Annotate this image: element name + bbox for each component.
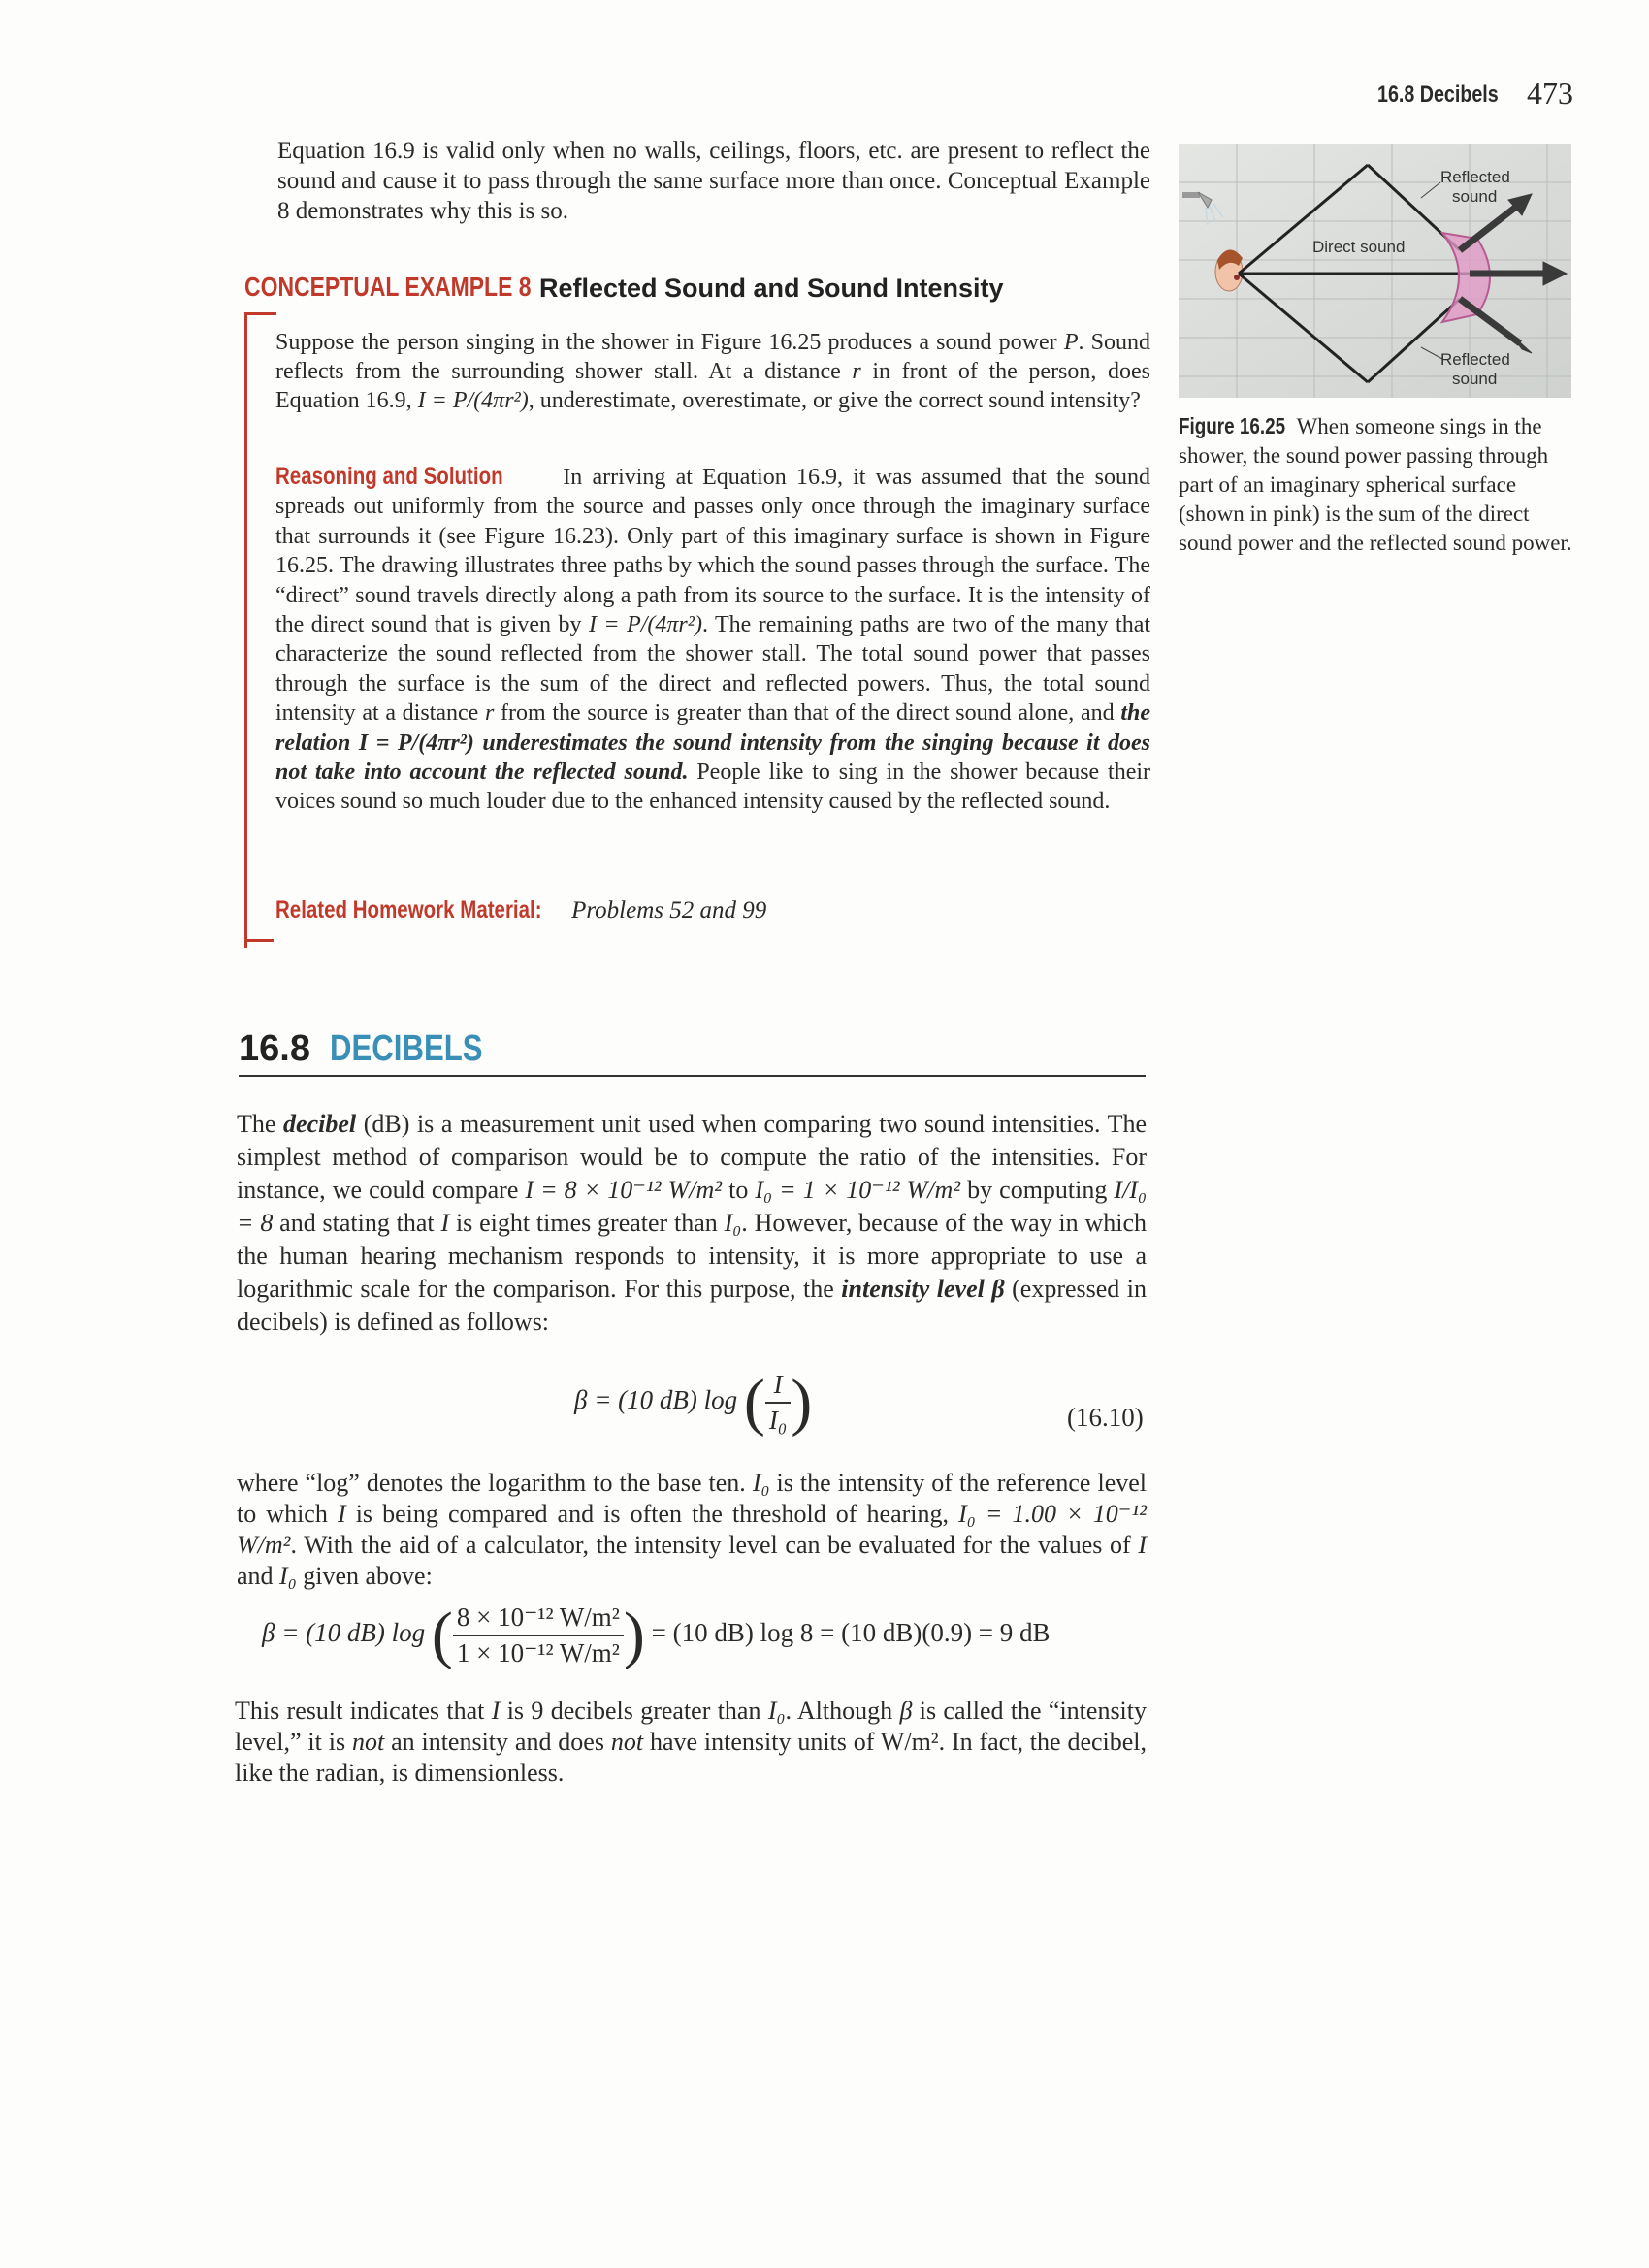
related-homework [275,896,1148,924]
shower-diagram [1179,144,1571,398]
running-head [1377,72,1581,120]
section-number: 16.8 [239,1028,310,1069]
decibel-paragraph-3: This result indicates that I is 9 decibels greater than I₀. Although β is called the “intensity level,” it is not an intensity and does not have intensity units of W/m². In fact, the decibel, like the radian, is dimensionless. [235,1697,1148,1787]
decibel-paragraph-1: The decibel (dB) is a measurement unit used when comparing two sound intensities. The simplest method of comparison would be to compute the ratio of the intensities. For instance, we could compare I = 8 × 10⁻¹² W/m² to I₀ = 1 × 10⁻¹² W/m² by computing I/I₀ = 8 and stating that I is eight times greater than I₀. However, because of the way in which the human hearing mechanism responds to intensity, it is more appropriate to use a logarithmic scale for the comparison. For this purpose, the intensity level β (expressed in decibels) is defined as follows: [237,1110,1148,1336]
example-bracket [244,312,276,948]
equation-calculation: β = (10 dB) log ( $\frac{\text{8 × 10⁻¹² W/m²}}{\text{1 × 10⁻¹² W/m²}}$ ) = (10 dB) log 8 = (10 dB)(0.9) = 9 dB [262,1600,1051,1670]
term-intensity-level: intensity level β [841,1275,1005,1303]
equation-inline: I = P/(4πr²) [417,388,529,413]
reasoning-heading: Reasoning and Solution [275,463,503,490]
homework-label: Related Homework Material: [275,896,542,923]
intro-paragraph [277,136,1150,226]
example-question: Suppose the person singing in the shower in Figure 16.25 produces a sound power P. Sound reflects from the surrounding shower stall. At a distance r in front of the person, does Equation 16.9, I = P/(4πr²), underestimate, overestimate, or give the correct sound intensity? [275,330,1151,413]
label-reflected-bottom: Reflected sound [1440,350,1510,388]
conceptual-example-label: CONCEPTUAL EXAMPLE 8 [244,272,532,302]
section-title: DECIBELS [330,1028,483,1069]
page-number: 473 [1527,76,1573,111]
figure-caption [1179,411,1586,558]
decibel-paragraph-2: where “log” denotes the logarithm to the base ten. I₀ is the intensity of the reference level to which I is being compared and is often the threshold of hearing, I₀ = 1.00 × 10⁻¹² W/m². With the aid of a calculator, the intensity level can be evaluated for the values of I and I₀ given above: [237,1469,1148,1590]
intro-text: Equation 16.9 is valid only when no walls, ceilings, floors, etc. are present to reflect the sound and cause it to pass through the same surface more than once. Conceptual Example 8 demonstrates why this is so. [277,138,1150,224]
label-reflected-top: Reflected sound [1440,168,1510,206]
equation-number: (16.10) [1067,1403,1144,1432]
conceptual-example-title: Reflected Sound and Sound Intensity [539,274,1004,303]
reasoning-solution: Reasoning and Solution In arriving at Equation 16.9, it was assumed that the sound spreads out uniformly from the source and passes only once through the imaginary surface that surrounds it (see Figure 16.23). Only part of this imaginary surface is shown in Figure 16.25. The drawing illustrates three paths by which the sound passes through the surface. The “direct” sound travels directly along a path from its source to the surface. It is the intensity of the direct sound that is given by I = P/(4πr²). The remaining paths are two of the many that characterize the sound reflected from the shower stall. The total sound power that passes through the surface is the sum of the direct and reflected powers. Thus, the total sound intensity at a distance r from the source is greater than that of the direct sound alone, and the relation I = P/(4πr²) underestimates the sound intensity from the singing because it does not take into account the reflected sound. People like to sing in the shower because their voices sound so much louder due to the enhanced intensity caused by the reflected sound. [275,463,1151,815]
answer-emphasis: underestimates the sound intensity from the singing because it does not take into account the reflected sound. [275,729,1150,786]
example-bracket-bottom [244,939,274,942]
label-direct-sound: Direct sound [1312,238,1406,256]
term-decibel: decibel [283,1110,357,1138]
section-rule [239,1075,1146,1077]
figure-label: Figure 16.25 [1179,413,1286,438]
figure-shower-illustration [1179,144,1571,398]
figure-caption-text: When someone sings in the shower, the sound power passing through part of an imaginary spherical surface (shown in pink) is the sum of the direct sound power and the reflected sound power. [1179,414,1572,555]
homework-problems: Problems 52 and 99 [571,897,767,923]
running-head-section: 16.8 Decibels [1377,81,1499,108]
equation-16-10: β = (10 dB) log ( $\frac{I}{\text{I₀}}$ ) [574,1367,813,1438]
